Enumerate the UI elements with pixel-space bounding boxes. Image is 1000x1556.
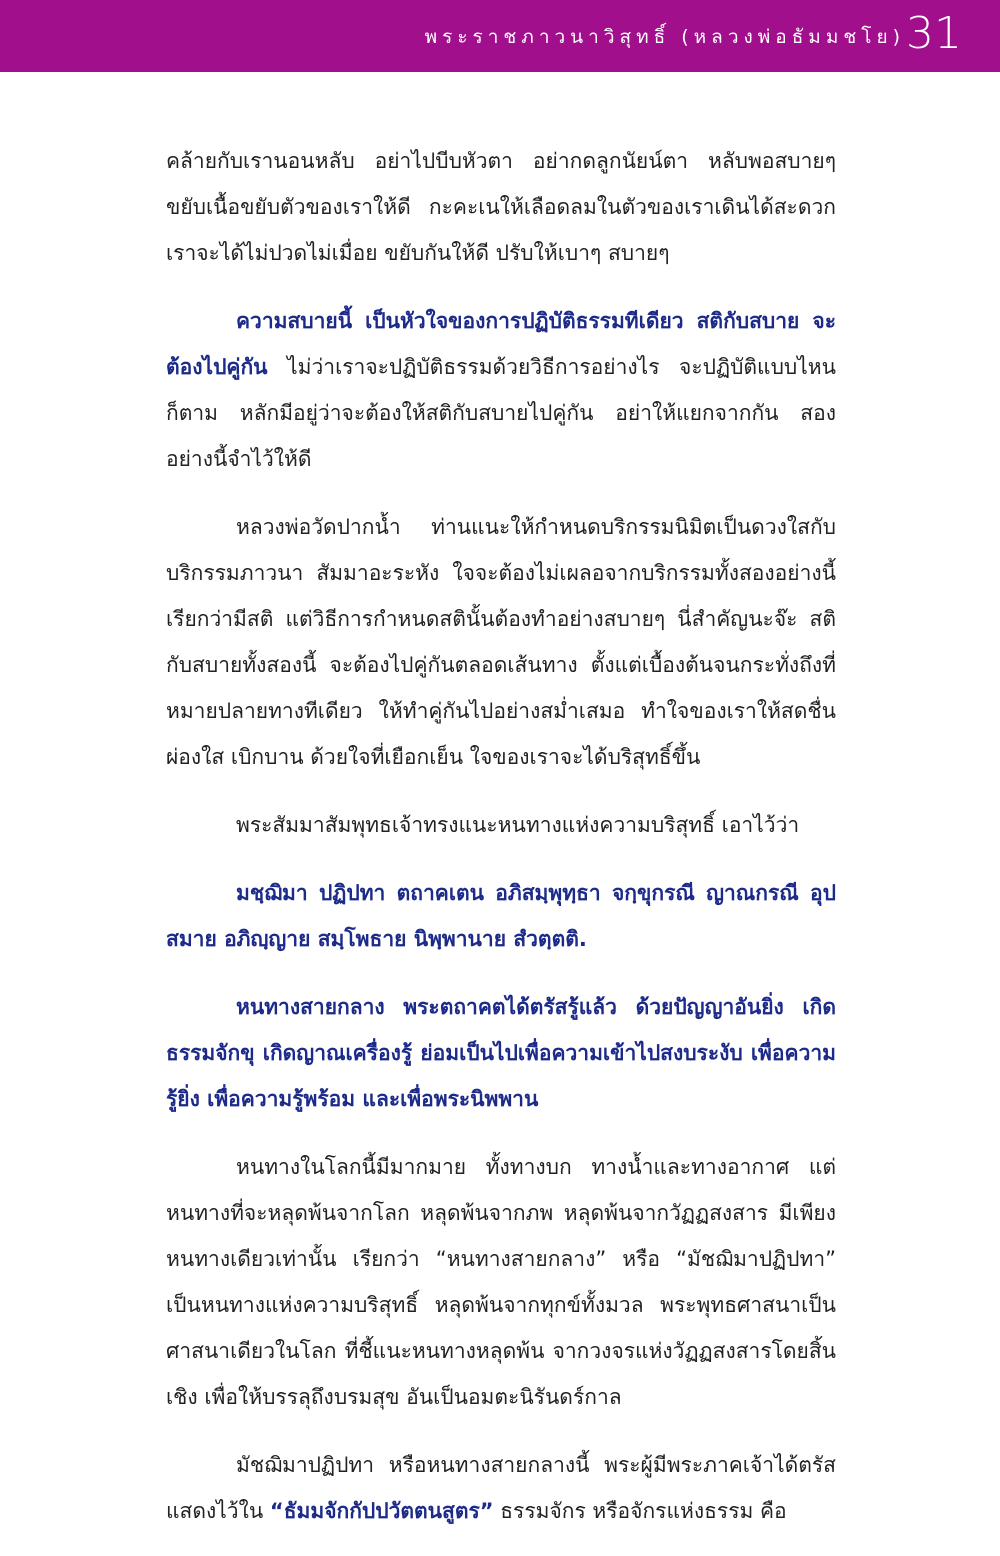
sutta-title: “ธัมมจักกัปปวัตตนสูตร” <box>269 1499 494 1523</box>
pali-verse: มชฺฌิมา ปฏิปทา ตถาคเตน อภิสมฺพุทฺธา จกฺขุกรณี ญาณกรณี อุปสมาย อภิญฺญาย สมฺโพธาย นิพฺพานาย สํวตฺตติ. <box>166 881 836 951</box>
running-header-title: พระราชภาวนาวิสุทธิ์ (หลวงพ่อธัมมชโย) <box>424 26 905 48</box>
paragraph-3: หลวงพ่อวัดปากน้ำ ท่านแนะให้กำหนดบริกรรมนิมิตเป็นดวงใสกับบริกรรมภาวนา สัมมาอะระหัง ใจจะต้องไม่เผลอจากบริกรรมทั้งสองอย่างนี้ เรียกว่ามีสติ แต่วิธีการกำหนดสตินั้นต้องทำอย่างสบายๆ นี่สำคัญนะจ๊ะ สติกับสบายทั้งสองนี้ จะต้องไปคู่กันตลอดเส้นทาง ตั้งแต่เบื้องต้นจนกระทั่งถึงที่หมายปลายทางทีเดียว ให้ทำคู่กันไปอย่างสม่ำเสมอ ทำใจของเราให้สดชื่นผ่องใส เบิกบาน ด้วยใจที่เยือกเย็น ใจของเราจะได้บริสุทธิ์ขึ้น <box>166 515 836 769</box>
paragraph-8-start: มัชฌิมาปฏิปทา หรือหนทางสายกลางนี้ พระผู้มีพระภาคเจ้าได้ตรัสแสดงไว้ใน <box>166 1453 836 1523</box>
verse-translation: หนทางสายกลาง พระตถาคตได้ตรัสรู้แล้ว ด้วยปัญญาอันยิ่ง เกิดธรรมจักขุ เกิดญาณเครื่องรู้ ย่อมเป็นไปเพื่อความเข้าไปสงบระงับ เพื่อความรู้ยิ่ง เพื่อความรู้พร้อม และเพื่อพระนิพพาน <box>166 995 836 1111</box>
paragraph-2-emphasis: ความสบายนี้ เป็นหัวใจของการปฏิบัติธรรมทีเดียว สติกับสบาย จะต้องไปคู่กัน <box>166 309 836 379</box>
paragraph-1: คล้ายกับเรานอนหลับ อย่าไปบีบหัวตา อย่ากดลูกนัยน์ตา หลับพอสบายๆ ขยับเนื้อขยับตัวของเราให้ดี กะคะเนให้เลือดลมในตัวของเราเดินได้สะดวก เราจะได้ไม่ปวดไม่เมื่อย ขยับกันให้ดี ปรับให้เบาๆ สบายๆ <box>166 149 836 265</box>
page-number: 31 <box>906 8 962 59</box>
paragraph-2 <box>166 298 836 482</box>
page-body <box>166 138 836 1556</box>
paragraph-8-end: ธรรมจักร หรือจักรแห่งธรรม คือ <box>493 1499 787 1523</box>
page-header-bar <box>0 0 1000 72</box>
paragraph-2-rest: ไม่ว่าเราจะปฏิบัติธรรมด้วยวิธีการอย่างไร จะปฏิบัติแบบไหนก็ตาม หลักมีอยู่ว่าจะต้องให้สติกับสบายไปคู่กัน อย่าให้แยกจากกัน สองอย่างนี้จำไว้ให้ดี <box>166 355 836 471</box>
paragraph-7: หนทางในโลกนี้มีมากมาย ทั้งทางบก ทางน้ำและทางอากาศ แต่หนทางที่จะหลุดพ้นจากโลก หลุดพ้นจากภพ หลุดพ้นจากวัฏฏสงสาร มีเพียงหนทางเดียวเท่านั้น เรียกว่า “หนทางสายกลาง” หรือ “มัชฌิมาปฏิปทา” เป็นหนทางแห่งความบริสุทธิ์ หลุดพ้นจากทุกข์ทั้งมวล พระพุทธศาสนาเป็นศาสนาเดียวในโลก ที่ชี้แนะหนทางหลุดพ้น จากวงจรแห่งวัฏฏสงสารโดยสิ้นเชิง เพื่อให้บรรลุถึงบรมสุข อันเป็นอมตะนิรันดร์กาล <box>166 1155 836 1409</box>
paragraph-8 <box>166 1442 836 1534</box>
paragraph-4: พระสัมมาสัมพุทธเจ้าทรงแนะหนทางแห่งความบริสุทธิ์ เอาไว้ว่า <box>236 813 800 837</box>
